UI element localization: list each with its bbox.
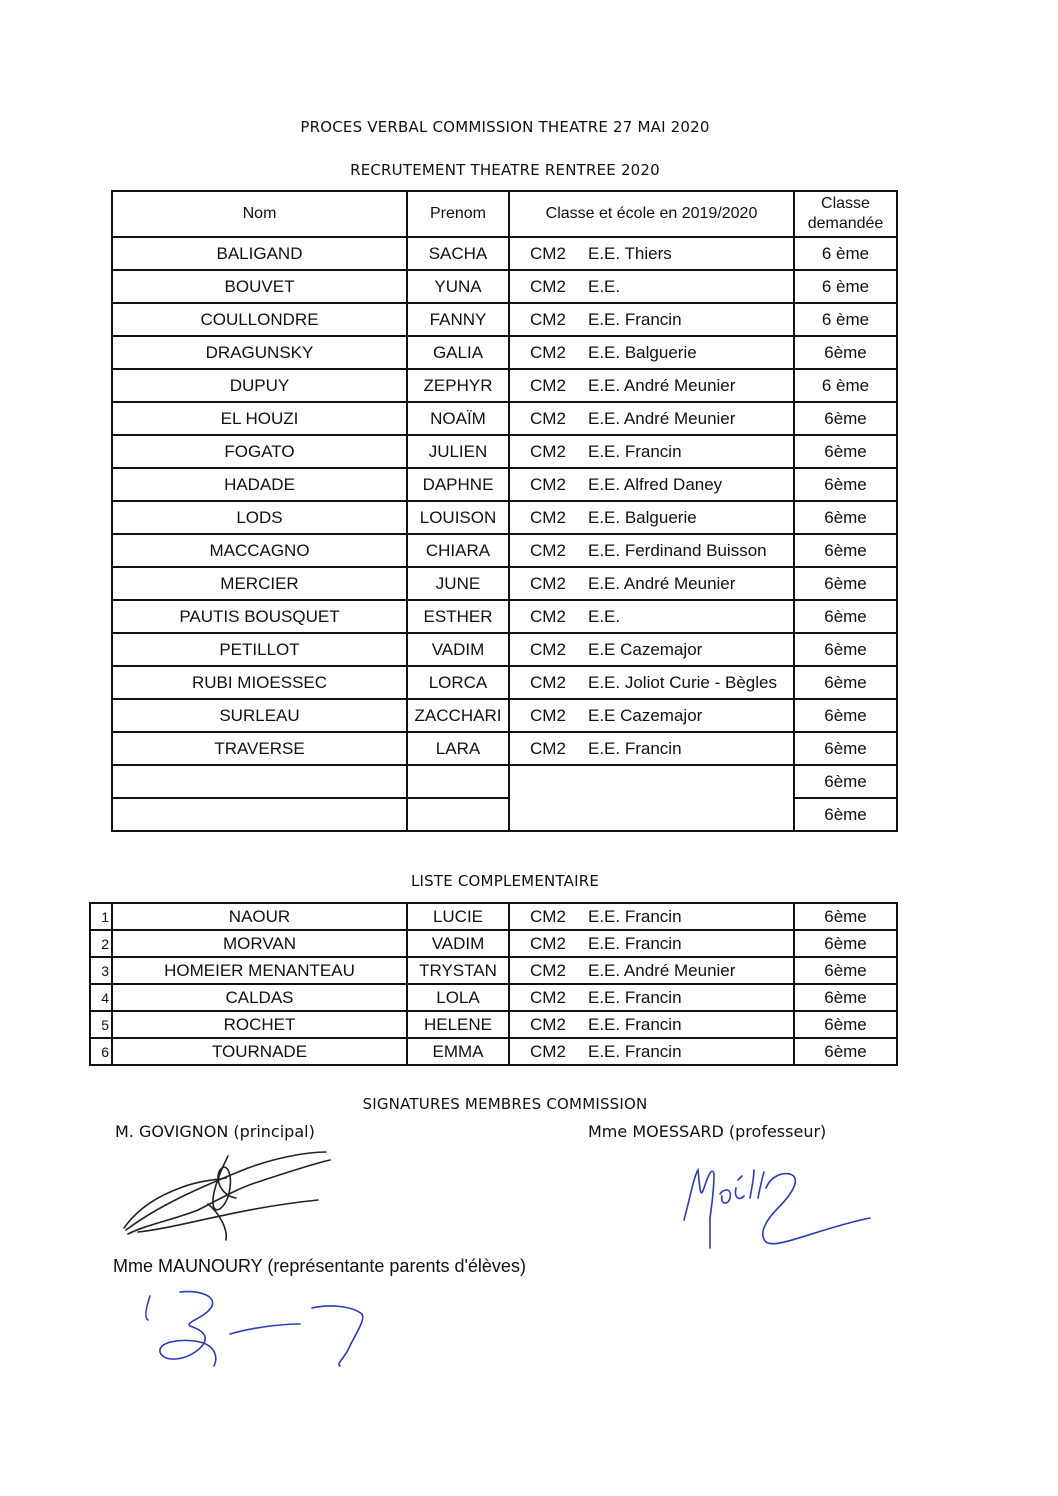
cell-prenom: JUNE [407,567,509,600]
cell-classe-ecole [509,369,794,402]
cell-prenom: SACHA [407,237,509,270]
cell-ecole: E.E Cazemajor [588,639,703,659]
cell-niveau: CM2 [530,606,566,626]
cell-ecole: E.E. [588,276,621,296]
cell-ecole: E.E. Thiers [588,243,672,263]
cell-classe-demandee: 6ème [794,1038,897,1065]
cell-nom: HADADE [112,468,407,501]
cell-classe-demandee: 6ème [794,984,897,1011]
cell-niveau: CM2 [530,1014,566,1034]
signature-label-professeur: Mme MOESSARD (professeur) [588,1122,827,1141]
cell-niveau: CM2 [530,639,566,659]
cell-niveau: CM2 [530,507,566,527]
cell-classe-ecole [509,1011,794,1038]
cell-classe-demandee: 6ème [794,468,897,501]
cell-prenom: GALIA [407,336,509,369]
cell-ecole: E.E. Balguerie [588,507,697,527]
cell-classe-demandee: 6ème [794,600,897,633]
cell-prenom: EMMA [407,1038,509,1065]
cell-nom [112,765,407,798]
table-row [112,237,897,270]
cell-ecole: E.E. Francin [588,987,682,1007]
cell-classe-demandee: 6 ème [794,270,897,303]
cell-classe-ecole [509,903,794,930]
cell-niveau: CM2 [530,1041,566,1061]
table-row [112,666,897,699]
header-classe-demandee-line1: Classe [821,195,870,212]
cell-nom: LODS [112,501,407,534]
cell-ecole: E.E. [588,606,621,626]
cell-classe-ecole [509,957,794,984]
cell-ecole: E.E Cazemajor [588,705,703,725]
cell-classe-ecole [509,468,794,501]
cell-ecole: E.E. Francin [588,1014,682,1034]
cell-classe-ecole [509,435,794,468]
table-row [112,501,897,534]
cell-nom: DRAGUNSKY [112,336,407,369]
cell-niveau: CM2 [530,906,566,926]
table-row [112,336,897,369]
cell-ecole: E.E. Francin [588,309,682,329]
cell-classe-ecole [509,666,794,699]
cell-ecole: E.E. Francin [588,933,682,953]
cell-classe-ecole [509,732,794,765]
table-row [112,732,897,765]
cell-classe-ecole [509,237,794,270]
table-row [112,633,897,666]
cell-niveau: CM2 [530,408,566,428]
table-row [112,303,897,336]
table-row [112,567,897,600]
cell-nom [112,798,407,831]
table-header-row [112,191,897,237]
cell-rank: 5 [90,1011,112,1038]
cell-prenom [407,798,509,831]
cell-nom: HOMEIER MENANTEAU [112,957,407,984]
cell-niveau: CM2 [530,573,566,593]
table-row [90,930,897,957]
cell-niveau: CM2 [530,987,566,1007]
cell-classe-ecole [509,600,794,633]
cell-nom: BALIGAND [112,237,407,270]
cell-nom: RUBI MIOESSEC [112,666,407,699]
cell-prenom: ESTHER [407,600,509,633]
cell-nom: PAUTIS BOUSQUET [112,600,407,633]
cell-niveau: CM2 [530,540,566,560]
cell-ecole: E.E. André Meunier [588,960,736,980]
cell-ecole: E.E. Balguerie [588,342,697,362]
cell-classe-ecole [509,798,794,831]
cell-classe-ecole [509,534,794,567]
cell-niveau: CM2 [530,672,566,692]
cell-classe-demandee: 6ème [794,567,897,600]
cell-classe-demandee: 6ème [794,435,897,468]
cell-classe-demandee: 6ème [794,1011,897,1038]
table-row [112,402,897,435]
cell-classe-ecole [509,1038,794,1065]
cell-rank: 1 [90,903,112,930]
table-row [112,435,897,468]
cell-nom: MACCAGNO [112,534,407,567]
cell-rank: 4 [90,984,112,1011]
document-title: PROCES VERBAL COMMISSION THEATRE 27 MAI 2020 [300,118,710,136]
cell-prenom: YUNA [407,270,509,303]
table-row [112,534,897,567]
cell-prenom: NOAÏM [407,402,509,435]
signature-label-parents: Mme MAUNOURY (représentante parents d'élèves) [113,1256,526,1276]
cell-classe-ecole [509,303,794,336]
cell-classe-demandee: 6 ème [794,369,897,402]
cell-classe-demandee: 6 ème [794,237,897,270]
table-row [90,1038,897,1065]
cell-nom: ROCHET [112,1011,407,1038]
cell-classe-ecole [509,402,794,435]
cell-prenom: ZACCHARI [407,699,509,732]
cell-classe-demandee: 6ème [794,402,897,435]
cell-classe-ecole [509,336,794,369]
cell-classe-ecole [509,633,794,666]
cell-classe-ecole [509,270,794,303]
cell-classe-demandee: 6ème [794,534,897,567]
header-nom: Nom [112,191,407,237]
cell-niveau: CM2 [530,276,566,296]
cell-nom: TRAVERSE [112,732,407,765]
cell-ecole: E.E. Francin [588,738,682,758]
cell-ecole: E.E. Alfred Daney [588,474,723,494]
cell-niveau: CM2 [530,243,566,263]
cell-niveau: CM2 [530,309,566,329]
cell-classe-demandee: 6ème [794,666,897,699]
header-classe-ecole: Classe et école en 2019/2020 [509,191,794,237]
cell-rank: 2 [90,930,112,957]
cell-classe-ecole [509,930,794,957]
cell-classe-demandee: 6ème [794,633,897,666]
cell-niveau: CM2 [530,474,566,494]
cell-ecole: E.E. André Meunier [588,408,736,428]
table-row [90,957,897,984]
header-prenom: Prenom [407,191,509,237]
cell-classe-demandee: 6ème [794,699,897,732]
cell-nom: COULLONDRE [112,303,407,336]
signatures-title: SIGNATURES MEMBRES COMMISSION [362,1095,648,1113]
cell-classe-demandee: 6ème [794,765,897,798]
header-classe-demandee [794,191,897,237]
cell-nom: NAOUR [112,903,407,930]
cell-niveau: CM2 [530,375,566,395]
cell-classe-ecole [509,699,794,732]
cell-niveau: CM2 [530,933,566,953]
cell-rank: 6 [90,1038,112,1065]
cell-prenom: JULIEN [407,435,509,468]
document-subtitle: RECRUTEMENT THEATRE RENTREE 2020 [350,161,660,179]
cell-prenom: LUCIE [407,903,509,930]
cell-nom: FOGATO [112,435,407,468]
cell-nom: BOUVET [112,270,407,303]
complementary-title: LISTE COMPLEMENTAIRE [410,872,600,890]
cell-prenom: CHIARA [407,534,509,567]
cell-classe-demandee: 6ème [794,957,897,984]
cell-classe-ecole [509,984,794,1011]
cell-nom: PETILLOT [112,633,407,666]
signature-principal-image [118,1148,333,1243]
cell-nom: SURLEAU [112,699,407,732]
cell-niveau: CM2 [530,738,566,758]
cell-prenom: FANNY [407,303,509,336]
signature-parents-image [140,1278,380,1378]
table-row [112,468,897,501]
cell-classe-demandee: 6ème [794,732,897,765]
complementary-table [89,902,898,1066]
cell-ecole: E.E. Ferdinand Buisson [588,540,767,560]
cell-prenom: LOUISON [407,501,509,534]
cell-prenom: ZEPHYR [407,369,509,402]
table-row [90,1011,897,1038]
table-row [90,984,897,1011]
cell-ecole: E.E. Francin [588,441,682,461]
cell-nom: CALDAS [112,984,407,1011]
table-row [112,270,897,303]
cell-prenom: LOLA [407,984,509,1011]
cell-ecole: E.E. André Meunier [588,573,736,593]
cell-ecole: E.E. Joliot Curie - Bègles [588,672,777,692]
table-row [112,699,897,732]
signature-professeur-image [680,1148,880,1258]
table-row [112,798,897,831]
cell-classe-ecole [509,765,794,798]
cell-niveau: CM2 [530,705,566,725]
cell-prenom [407,765,509,798]
cell-nom: MERCIER [112,567,407,600]
recruitment-table [111,190,898,832]
cell-prenom: VADIM [407,930,509,957]
cell-classe-demandee: 6ème [794,501,897,534]
cell-nom: EL HOUZI [112,402,407,435]
signature-label-principal: M. GOVIGNON (principal) [115,1122,315,1141]
cell-ecole: E.E. André Meunier [588,375,736,395]
table-row [112,765,897,798]
table-row [90,903,897,930]
cell-classe-ecole [509,567,794,600]
cell-prenom: TRYSTAN [407,957,509,984]
cell-classe-demandee: 6ème [794,930,897,957]
header-classe-demandee-line2: demandée [807,215,884,232]
cell-niveau: CM2 [530,342,566,362]
cell-ecole: E.E. Francin [588,906,682,926]
cell-prenom: VADIM [407,633,509,666]
cell-classe-demandee: 6ème [794,798,897,831]
cell-prenom: LORCA [407,666,509,699]
cell-ecole: E.E. Francin [588,1041,682,1061]
cell-classe-ecole [509,501,794,534]
table-row [112,600,897,633]
cell-prenom: LARA [407,732,509,765]
cell-prenom: DAPHNE [407,468,509,501]
cell-rank: 3 [90,957,112,984]
cell-niveau: CM2 [530,441,566,461]
cell-nom: TOURNADE [112,1038,407,1065]
cell-prenom: HELENE [407,1011,509,1038]
cell-classe-demandee: 6ème [794,336,897,369]
cell-classe-demandee: 6ème [794,903,897,930]
table-row [112,369,897,402]
cell-nom: DUPUY [112,369,407,402]
cell-niveau: CM2 [530,960,566,980]
cell-classe-demandee: 6 ème [794,303,897,336]
cell-nom: MORVAN [112,930,407,957]
